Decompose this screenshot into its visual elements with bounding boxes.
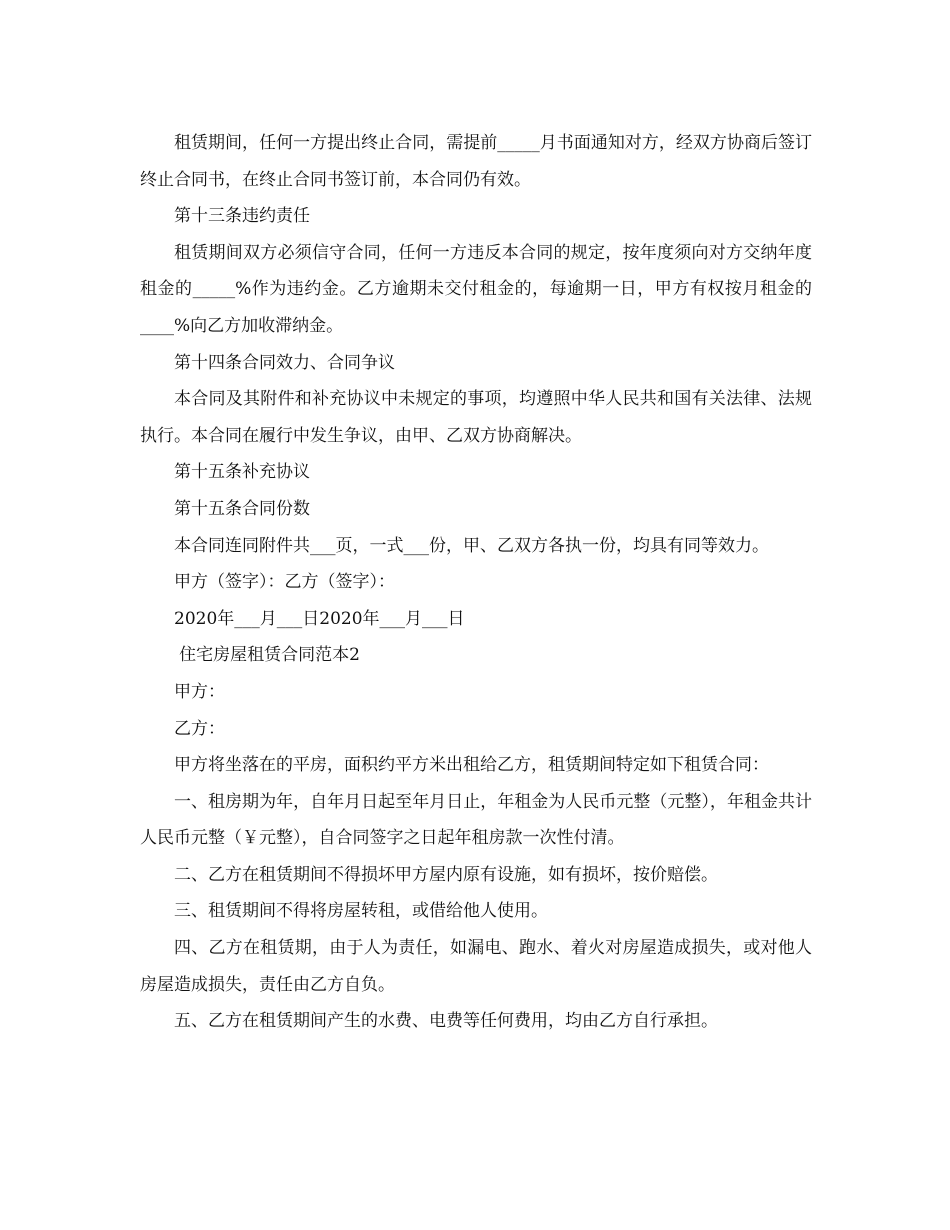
heading-article-13: 第十三条违约责任 bbox=[174, 206, 310, 227]
heading-article-14: 第十四条合同效力、合同争议 bbox=[174, 352, 395, 373]
document-body bbox=[140, 125, 812, 1040]
date-line: 2020年___月___日2020年___月___日 bbox=[174, 608, 465, 629]
party-a-line: 甲方： bbox=[174, 681, 225, 702]
signature-line: 甲方（签字）：乙方（签字）： bbox=[174, 572, 395, 593]
paragraph-contract-disputes: 本合同及其附件和补充协议中未规定的事项，均遵照中华人民共和国有关法律、法规执行。本合同在履行中发生争议，由甲、乙双方协商解决。 bbox=[140, 389, 812, 446]
paragraph-copies: 本合同连同附件共___页，一式___份，甲、乙双方各执一份，均具有同等效力。 bbox=[174, 535, 769, 556]
paragraph-breach-liability: 租赁期间双方必须信守合同，任何一方违反本合同的规定，按年度须向对方交纳年度租金的_____%作为违约金。乙方逾期未交付租金的，每逾期一日，甲方有权按月租金的____%向乙方加收滞纳金。 bbox=[140, 242, 812, 336]
heading-article-15-supplement: 第十五条补充协议 bbox=[174, 462, 310, 483]
clause-5-utilities: 五、乙方在租赁期间产生的水费、电费等任何费用，均由乙方自行承担。 bbox=[174, 1011, 718, 1032]
paragraph-termination-notice: 租赁期间，任何一方提出终止合同，需提前_____月书面通知对方，经双方协商后签订终止合同书，在终止合同书签订前，本合同仍有效。 bbox=[140, 133, 812, 190]
clause-3-sublease: 三、租赁期间不得将房屋转租，或借给他人使用。 bbox=[174, 901, 548, 922]
heading-article-15-copies: 第十五条合同份数 bbox=[174, 498, 310, 519]
party-b-line: 乙方： bbox=[174, 718, 225, 739]
paragraph-lease-intro: 甲方将坐落在的平房，面积约平方米出租给乙方，租赁期间特定如下租赁合同： bbox=[174, 755, 769, 776]
clause-4-damage: 四、乙方在租赁期，由于人为责任，如漏电、跑水、着火对房屋造成损失，或对他人房屋造成损失，责任由乙方自负。 bbox=[140, 938, 812, 995]
clause-2-facilities: 二、乙方在租赁期间不得损坏甲方屋内原有设施，如有损坏，按价赔偿。 bbox=[174, 864, 718, 885]
clause-1-lease-term: 一、租房期为年，自年月日起至年月日止，年租金为人民币元整（元整），年租金共计人民币元整（￥元整），自合同签字之日起年租房款一次性付清。 bbox=[140, 791, 812, 849]
contract-sample-2-title: 住宅房屋租赁合同范本2 bbox=[179, 645, 360, 666]
